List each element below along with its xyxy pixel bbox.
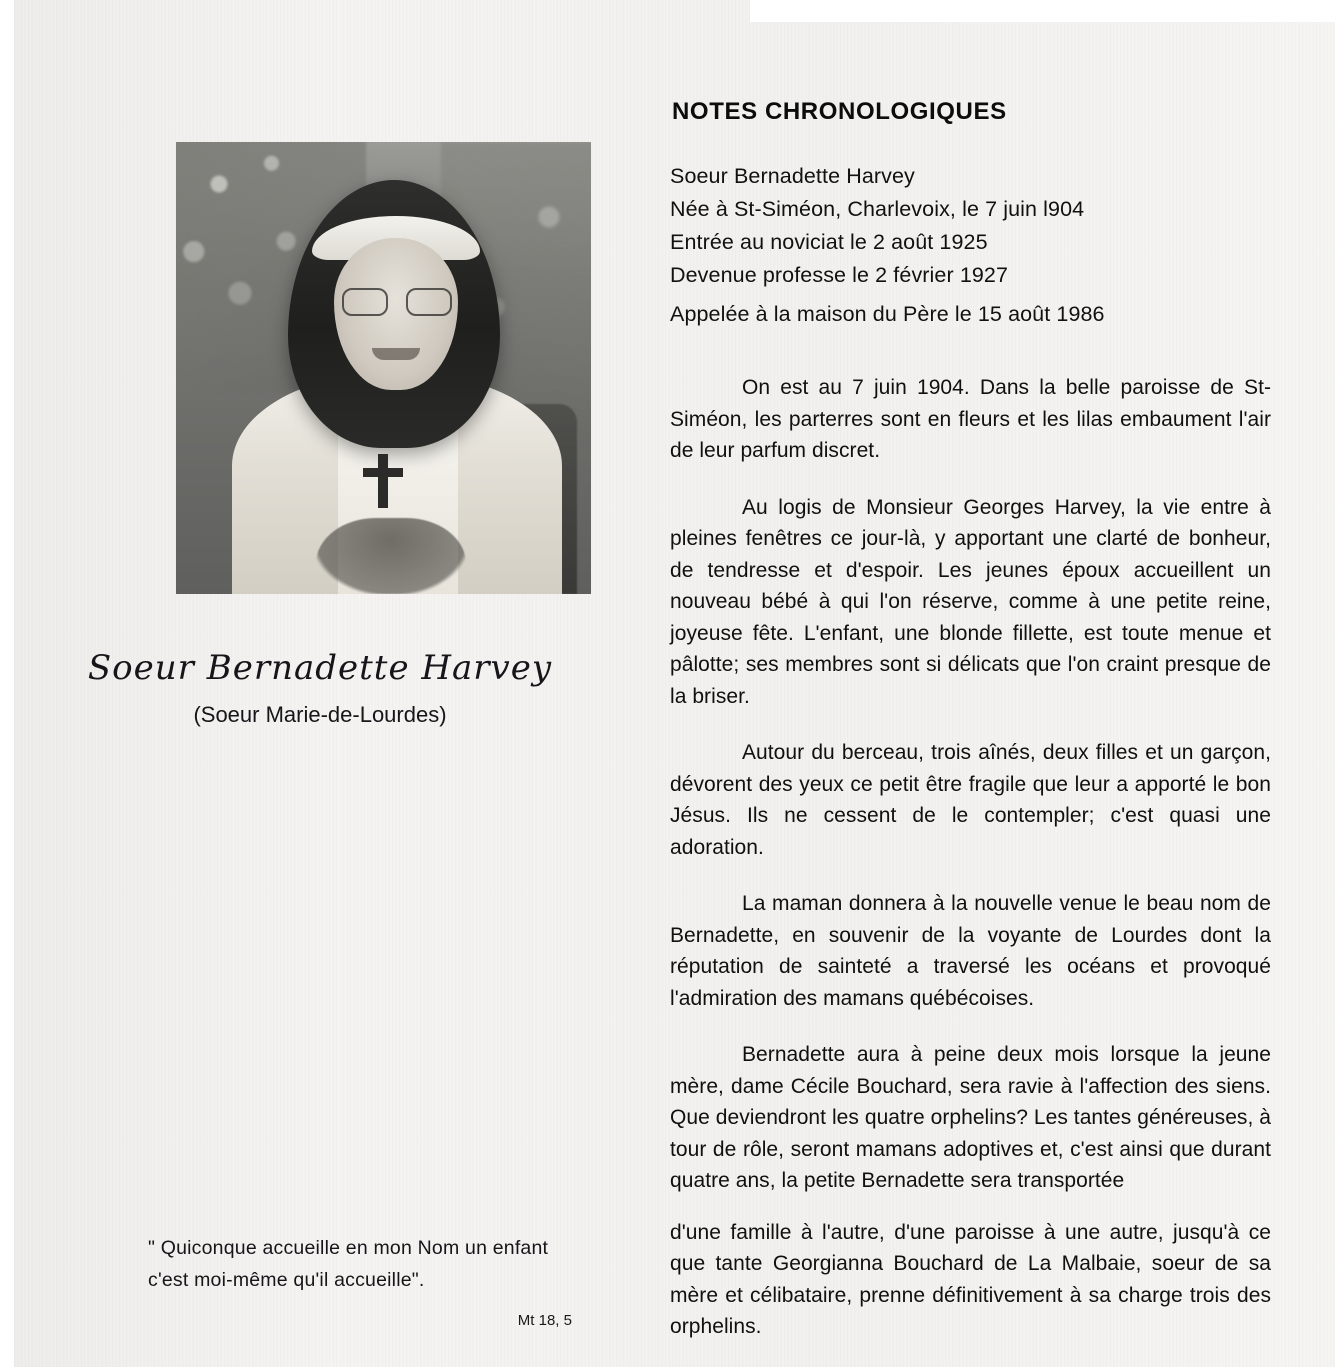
paragraph: La maman donnera à la nouvelle venue le beau nom de Bernadette, en souvenir de la voyante de Lourdes dont la réputation de sainteté a traversé les océans et provoqué l'admiration des mamans québécoises. bbox=[670, 892, 1271, 1010]
quote-line-2: c'est moi-même qu'il accueille". bbox=[148, 1269, 425, 1291]
signature-name: Soeur Bernadette Harvey bbox=[87, 648, 553, 688]
portrait-image bbox=[176, 142, 591, 594]
chronology-item: Née à St-Siméon, Charlevoix, le 7 juin l904 bbox=[670, 197, 1085, 221]
paragraph: d'une famille à l'autre, d'une paroisse à une autre, jusqu'à ce que tante Georgianna Bouchard de La Malbaie, soeur de sa mère et célibataire, prenne définitivement à sa charge trois des orphelins. bbox=[670, 1220, 1271, 1338]
chronology-item: Entrée au noviciat le 2 août 1925 bbox=[670, 230, 988, 254]
chronology-item: Devenue professe le 2 février 1927 bbox=[670, 263, 1009, 287]
smile bbox=[372, 348, 420, 360]
right-column bbox=[668, 0, 1288, 1367]
chronology-item: Appelée à la maison du Père le 15 août 1986 bbox=[670, 302, 1105, 326]
paragraph: Au logis de Monsieur Georges Harvey, la vie entre à pleines fenêtres ce jour-là, y apportant une clarté de bonheur, de tendresse et d'espoir. Les jeunes époux accueillent un nouveau bébé à qui l'on réserve, comme à une petite reine, joyeuse fête. L'enfant, une blonde fillette, est toute menue et pâlotte; ses membres sont si délicats que l'on craint presque de la briser. bbox=[670, 495, 1271, 708]
chronology-item: Soeur Bernadette Harvey bbox=[670, 164, 915, 188]
left-column bbox=[0, 0, 640, 1367]
portrait-photo bbox=[176, 142, 591, 594]
paragraph: Autour du berceau, trois aînés, deux filles et un garçon, dévorent des yeux ce petit être fragile que leur a apporté le bon Jésus. Ils ne cessent de le contempler; c'est quasi une adoration. bbox=[670, 741, 1271, 859]
eyeglasses-icon bbox=[342, 288, 452, 314]
biography-text bbox=[670, 372, 1271, 1343]
section-title: NOTES CHRONOLOGIQUES bbox=[672, 98, 1007, 125]
quote-line-1: " Quiconque accueille en mon Nom un enfant bbox=[148, 1237, 549, 1259]
quote-reference: Mt 18, 5 bbox=[517, 1312, 572, 1329]
cross-icon bbox=[378, 454, 388, 508]
religious-name: (Soeur Marie-de-Lourdes) bbox=[193, 702, 447, 727]
chronology-list bbox=[670, 160, 1270, 331]
hands bbox=[316, 518, 466, 594]
scripture-quote bbox=[148, 1232, 628, 1329]
paragraph: Bernadette aura à peine deux mois lorsque la jeune mère, dame Cécile Bouchard, sera ravie à l'affection des siens. Que deviendront les quatre orphelins? Les tantes généreuses, à tour de rôle, seront mamans adoptives et, c'est ainsi que durant quatre ans, la petite Bernadette sera transportée bbox=[670, 1043, 1271, 1192]
paragraph: On est au 7 juin 1904. Dans la belle paroisse de St-Siméon, les parterres sont en fleurs et les lilas embaument l'air de leur parfum discret. bbox=[670, 376, 1271, 462]
